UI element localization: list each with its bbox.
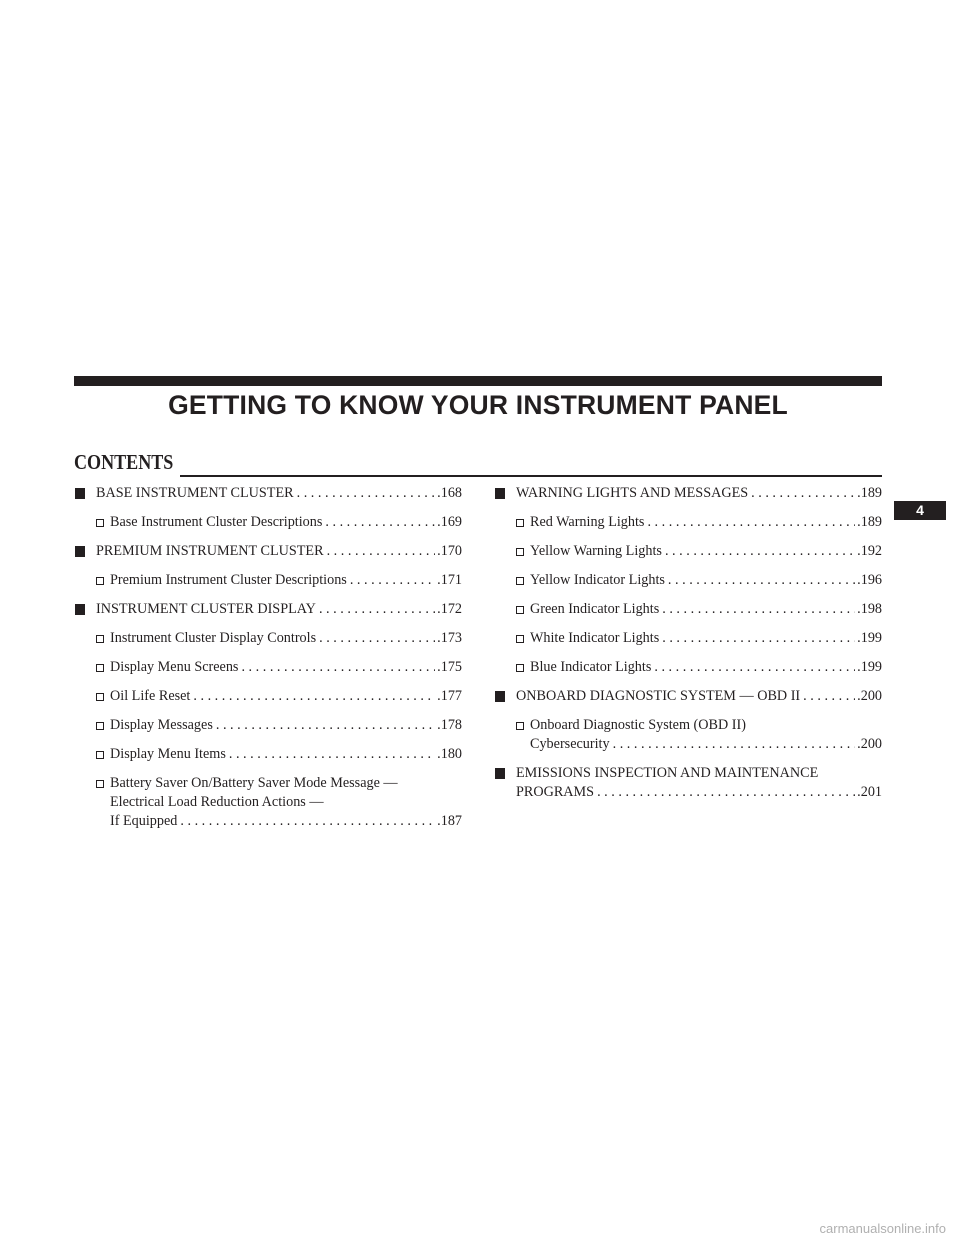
hollow-square-bullet-icon <box>96 577 104 585</box>
dot-leader <box>193 687 435 706</box>
toc-entry-title: ONBOARD DIAGNOSTIC SYSTEM — OBD II <box>516 688 801 704</box>
square-bullet-icon <box>75 604 85 615</box>
dot-leader <box>665 542 855 561</box>
toc-page-number: .172 <box>437 601 462 617</box>
toc-page-number: .175 <box>437 659 462 675</box>
dot-leader <box>325 513 435 532</box>
toc-section-entry[interactable] <box>494 484 882 503</box>
hollow-square-bullet-icon <box>516 722 524 730</box>
dot-leader <box>668 571 855 590</box>
hollow-square-bullet-icon <box>96 693 104 701</box>
toc-entry-title: PROGRAMS <box>516 784 595 800</box>
toc-subsection-entry[interactable] <box>74 629 462 648</box>
hollow-square-bullet-icon <box>96 635 104 643</box>
toc-entry-title: Red Warning Lights <box>530 514 645 530</box>
toc-page-number: .189 <box>857 514 882 530</box>
hollow-square-bullet-icon <box>516 606 524 614</box>
toc-entry-title: Display Menu Items <box>110 746 226 762</box>
toc-entry-title: PREMIUM INSTRUMENT CLUSTER <box>96 543 324 559</box>
toc-section-entry[interactable] <box>494 764 882 802</box>
toc-entry-title: INSTRUMENT CLUSTER DISPLAY <box>96 601 316 617</box>
toc-section-entry[interactable] <box>74 542 462 561</box>
dot-leader <box>180 812 435 831</box>
toc-page-number: .201 <box>857 784 882 800</box>
toc-page-number: .180 <box>437 746 462 762</box>
dot-leader <box>327 542 436 561</box>
toc-page-number: .178 <box>437 717 462 733</box>
toc-section-entry[interactable] <box>74 484 462 503</box>
hollow-square-bullet-icon <box>96 664 104 672</box>
toc-entry-title: WARNING LIGHTS AND MESSAGES <box>516 485 749 501</box>
toc-entry-title: White Indicator Lights <box>530 630 660 646</box>
toc-page-number: .196 <box>857 572 882 588</box>
watermark: carmanualsonline.info <box>819 1221 946 1236</box>
hollow-square-bullet-icon <box>516 519 524 527</box>
toc-entry-title: Display Messages <box>110 717 213 733</box>
toc-page-number: .189 <box>857 485 882 501</box>
toc-subsection-entry[interactable] <box>494 513 882 532</box>
toc-entry-title: EMISSIONS INSPECTION AND MAINTENANCE <box>516 765 819 781</box>
dot-leader <box>229 745 435 764</box>
toc-page-number: .187 <box>437 813 462 829</box>
dot-leader <box>597 783 855 802</box>
dot-leader <box>241 658 435 677</box>
toc-subsection-entry[interactable] <box>494 716 882 754</box>
chapter-top-rule <box>74 376 882 386</box>
hollow-square-bullet-icon <box>96 780 104 788</box>
dot-leader <box>662 629 855 648</box>
toc-section-entry[interactable] <box>494 687 882 706</box>
toc-entry-title: Premium Instrument Cluster Descriptions <box>110 572 347 588</box>
toc-page-number: .192 <box>857 543 882 559</box>
toc-subsection-entry[interactable] <box>494 542 882 561</box>
toc-entry-title: Yellow Warning Lights <box>530 543 662 559</box>
toc-page-number: .170 <box>437 543 462 559</box>
toc-column-left <box>74 484 462 841</box>
hollow-square-bullet-icon <box>516 577 524 585</box>
square-bullet-icon <box>495 768 505 779</box>
toc-page-number: .168 <box>437 485 462 501</box>
hollow-square-bullet-icon <box>96 722 104 730</box>
dot-leader <box>319 629 435 648</box>
toc-column-right <box>494 484 882 812</box>
toc-page-number: .177 <box>437 688 462 704</box>
toc-subsection-entry[interactable] <box>74 745 462 764</box>
toc-subsection-entry[interactable] <box>74 774 462 831</box>
dot-leader <box>216 716 435 735</box>
toc-entry-title: Electrical Load Reduction Actions — <box>110 794 324 810</box>
toc-subsection-entry[interactable] <box>74 571 462 590</box>
toc-entry-title: Cybersecurity <box>530 736 610 752</box>
square-bullet-icon <box>75 546 85 557</box>
toc-subsection-entry[interactable] <box>74 687 462 706</box>
dot-leader <box>654 658 855 677</box>
toc-section-entry[interactable] <box>74 600 462 619</box>
contents-heading: CONTENTS <box>74 450 174 474</box>
toc-entry-title: BASE INSTRUMENT CLUSTER <box>96 485 294 501</box>
hollow-square-bullet-icon <box>516 635 524 643</box>
square-bullet-icon <box>495 691 505 702</box>
contents-rule <box>180 475 882 477</box>
toc-entry-title: If Equipped <box>110 813 178 829</box>
toc-subsection-entry[interactable] <box>494 600 882 619</box>
toc-subsection-entry[interactable] <box>74 513 462 532</box>
toc-page-number: .169 <box>437 514 462 530</box>
toc-page-number: .198 <box>857 601 882 617</box>
toc-entry-title: Display Menu Screens <box>110 659 239 675</box>
hollow-square-bullet-icon <box>516 548 524 556</box>
toc-subsection-entry[interactable] <box>494 658 882 677</box>
toc-entry-title: Onboard Diagnostic System (OBD II) <box>530 717 746 733</box>
chapter-title: GETTING TO KNOW YOUR INSTRUMENT PANEL <box>168 390 788 420</box>
dot-leader <box>803 687 855 706</box>
square-bullet-icon <box>495 488 505 499</box>
toc-page-number: .173 <box>437 630 462 646</box>
toc-subsection-entry[interactable] <box>494 629 882 648</box>
toc-page-number: .171 <box>437 572 462 588</box>
toc-subsection-entry[interactable] <box>74 716 462 735</box>
hollow-square-bullet-icon <box>96 751 104 759</box>
toc-entry-title: Yellow Indicator Lights <box>530 572 665 588</box>
dot-leader <box>647 513 855 532</box>
chapter-tab: 4 <box>894 501 946 520</box>
toc-entry-title: Battery Saver On/Battery Saver Mode Message — <box>110 775 398 791</box>
dot-leader <box>751 484 855 503</box>
toc-page-number: .199 <box>857 659 882 675</box>
hollow-square-bullet-icon <box>516 664 524 672</box>
toc-page-number: .200 <box>857 688 882 704</box>
toc-entry-title: Instrument Cluster Display Controls <box>110 630 317 646</box>
dot-leader <box>350 571 435 590</box>
toc-entry-title: Oil Life Reset <box>110 688 191 704</box>
toc-entry-title: Green Indicator Lights <box>530 601 660 617</box>
dot-leader <box>319 600 435 619</box>
toc-page-number: .200 <box>857 736 882 752</box>
dot-leader <box>297 484 436 503</box>
dot-leader <box>613 735 856 754</box>
toc-subsection-entry[interactable] <box>74 658 462 677</box>
toc-subsection-entry[interactable] <box>494 571 882 590</box>
square-bullet-icon <box>75 488 85 499</box>
toc-entry-title: Blue Indicator Lights <box>530 659 652 675</box>
toc-entry-title: Base Instrument Cluster Descriptions <box>110 514 323 530</box>
toc-page-number: .199 <box>857 630 882 646</box>
hollow-square-bullet-icon <box>96 519 104 527</box>
dot-leader <box>662 600 855 619</box>
